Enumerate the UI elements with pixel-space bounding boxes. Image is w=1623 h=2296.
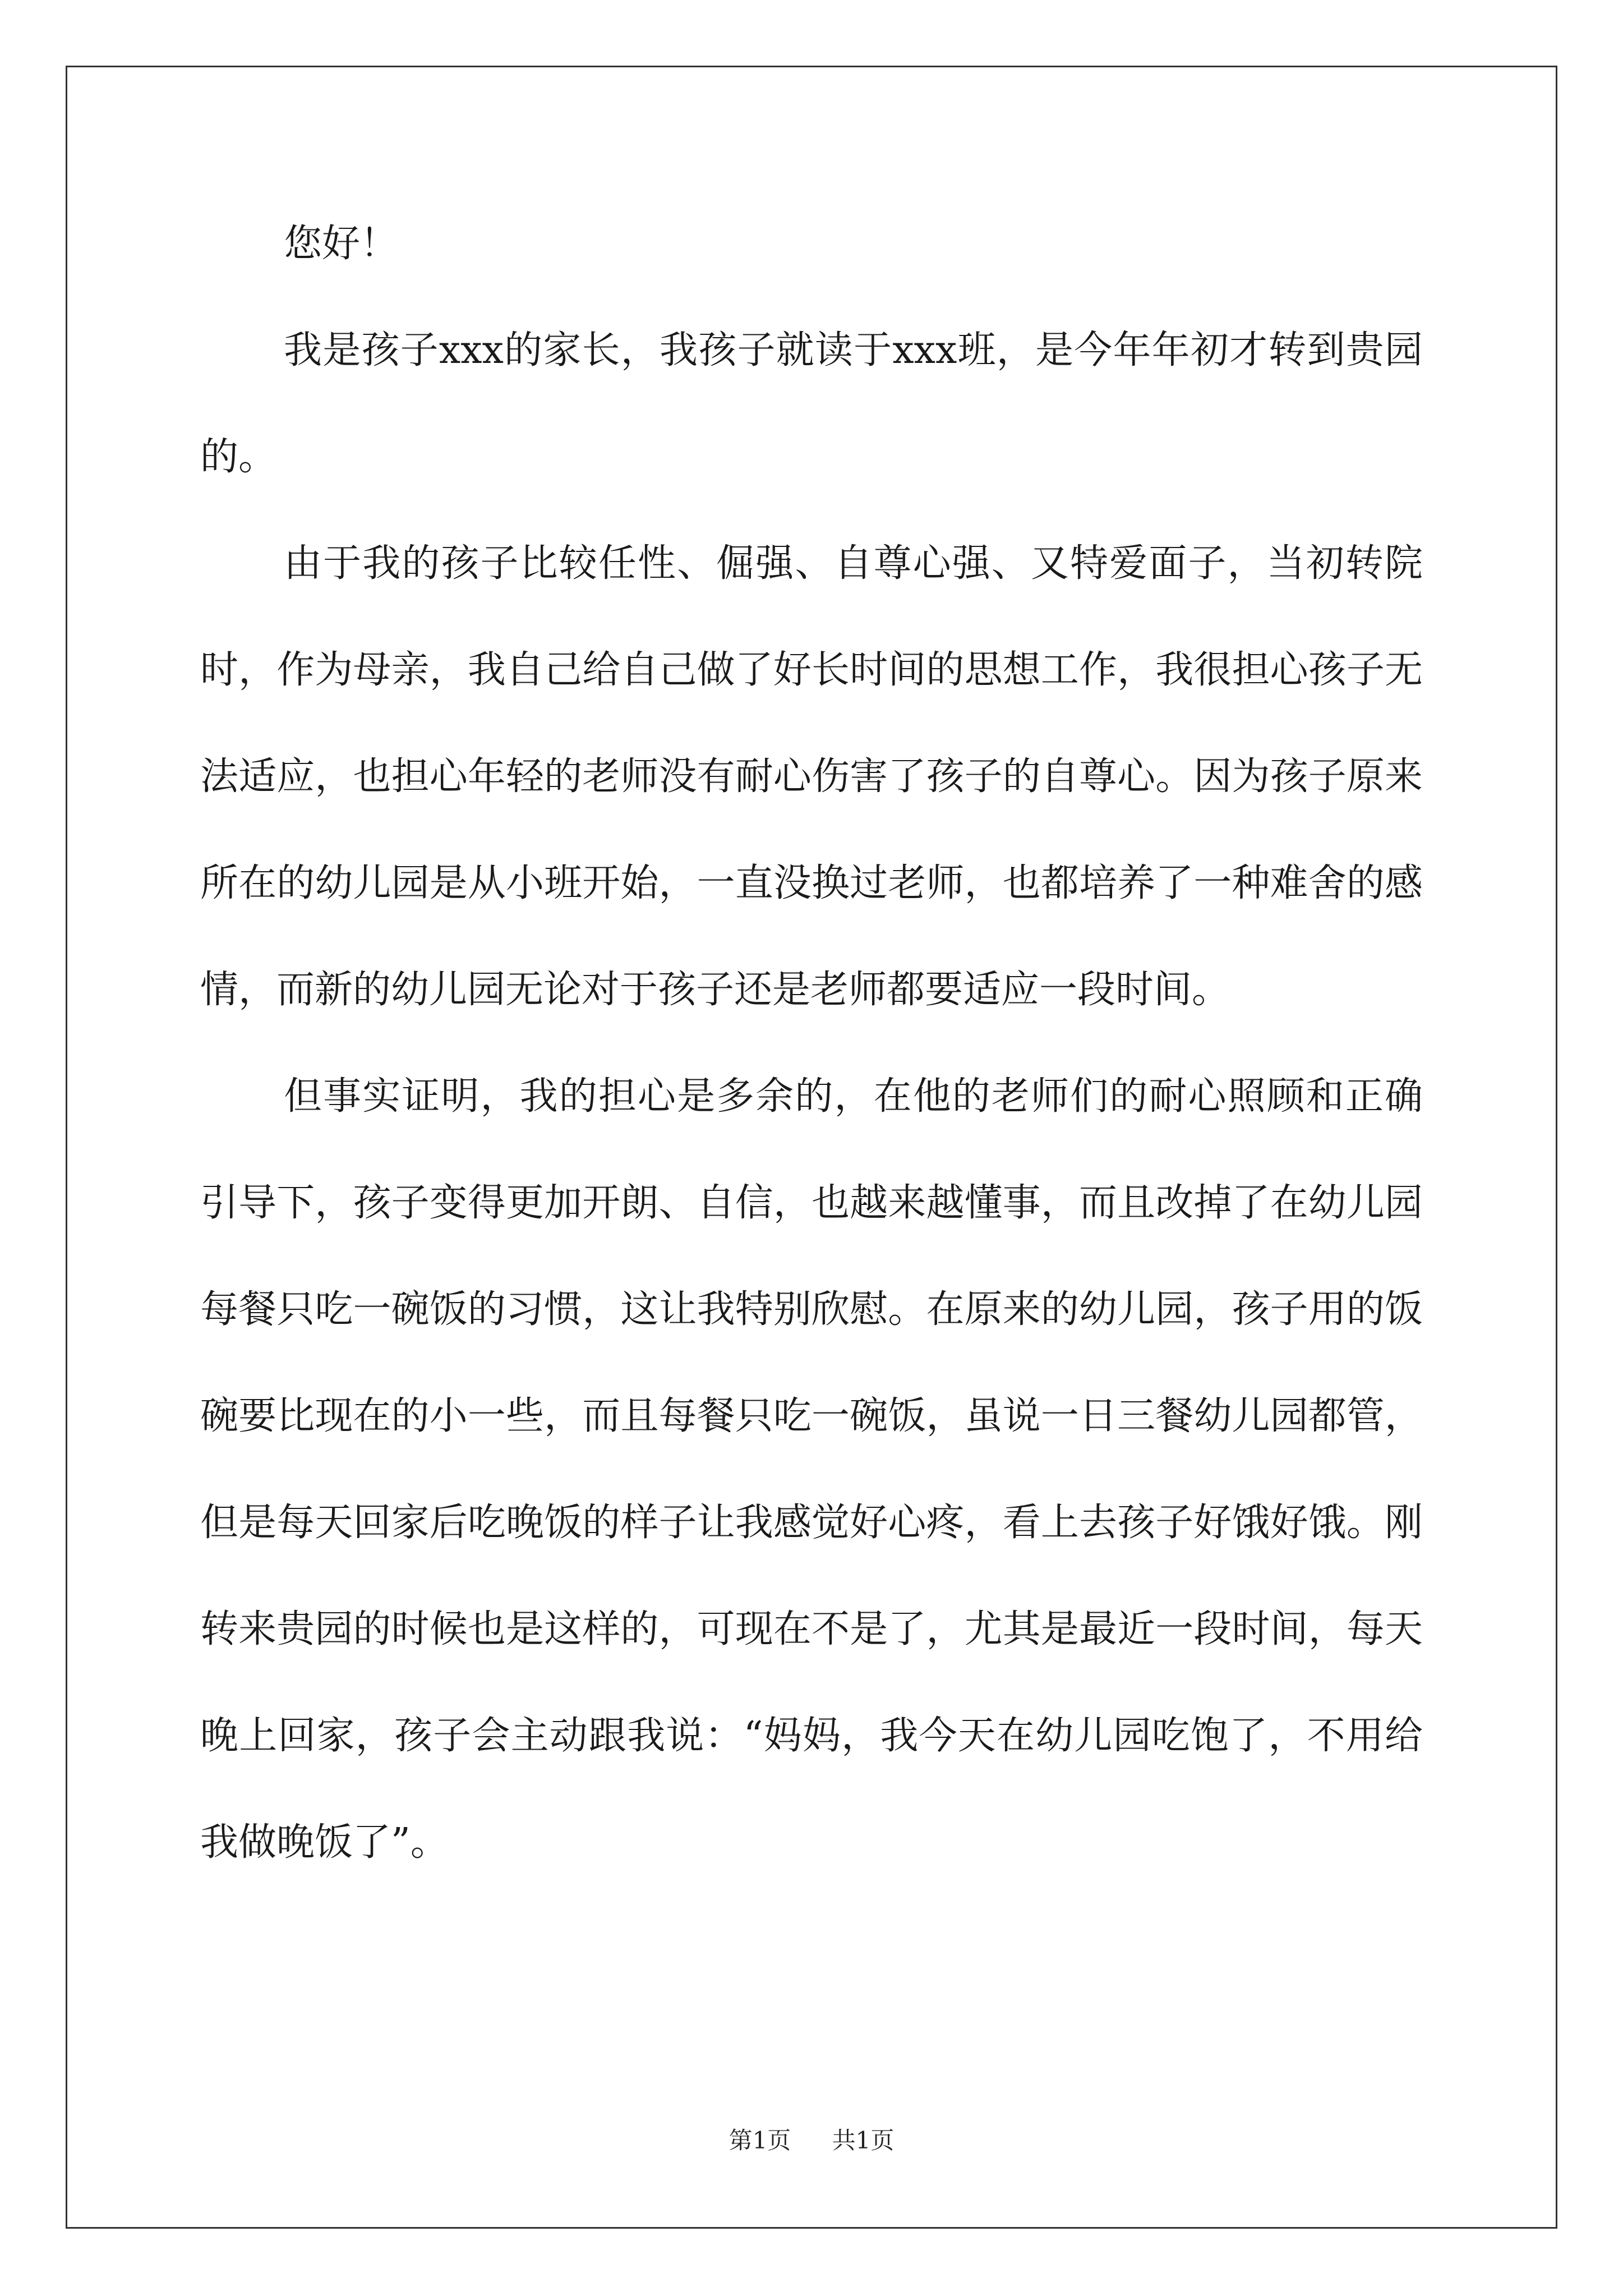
body-paragraph-gratitude: 但事实证明，我的担心是多余的，在他的老师们的耐心照顾和正确引导下，孩子变得更加开朗、自信，也越来越懂事，而且改掉了在幼儿园每餐只吃一碗饭的习惯，这让我特别欣慰。在原来的幼儿园，孩子用的饭碗要比现在的小一些，而且每餐只吃一碗饭，虽说一日三餐幼儿园都管，但是每天回家后吃晚饭的样子让我感觉好心疼，看上去孩子好饿好饿。刚转来贵园的时候也是这样的，可现在不是了，尤其是最近一段时间，每天晚上回家，孩子会主动跟我说：“妈妈，我今天在幼儿园吃饱了，不用给我做晚饭了”。 — [200, 1074, 1423, 1865]
body-paragraph-intro: 我是孩子xxx的家长，我孩子就读于xxx班，是今年年初才转到贵园的。 — [200, 328, 1423, 479]
greeting-paragraph: 您好！ — [284, 222, 399, 266]
letter-body — [200, 191, 1423, 1896]
page-number-current: 第1页 — [728, 2127, 791, 2154]
body-paragraph-worries: 由于我的孩子比较任性、倔强、自尊心强、又特爱面子，当初转院时，作为母亲，我自己给自己做了好长时间的思想工作，我很担心孩子无法适应，也担心年轻的老师没有耐心伤害了孩子的自尊心。因为孩子原来所在的幼儿园是从小班开始，一直没换过老师，也都培养了一种难舍的感情，而新的幼儿园无论对于孩子还是老师都要适应一段时间。 — [200, 541, 1423, 1012]
page-footer — [0, 2124, 1623, 2157]
page-number-total: 共1页 — [832, 2127, 895, 2154]
